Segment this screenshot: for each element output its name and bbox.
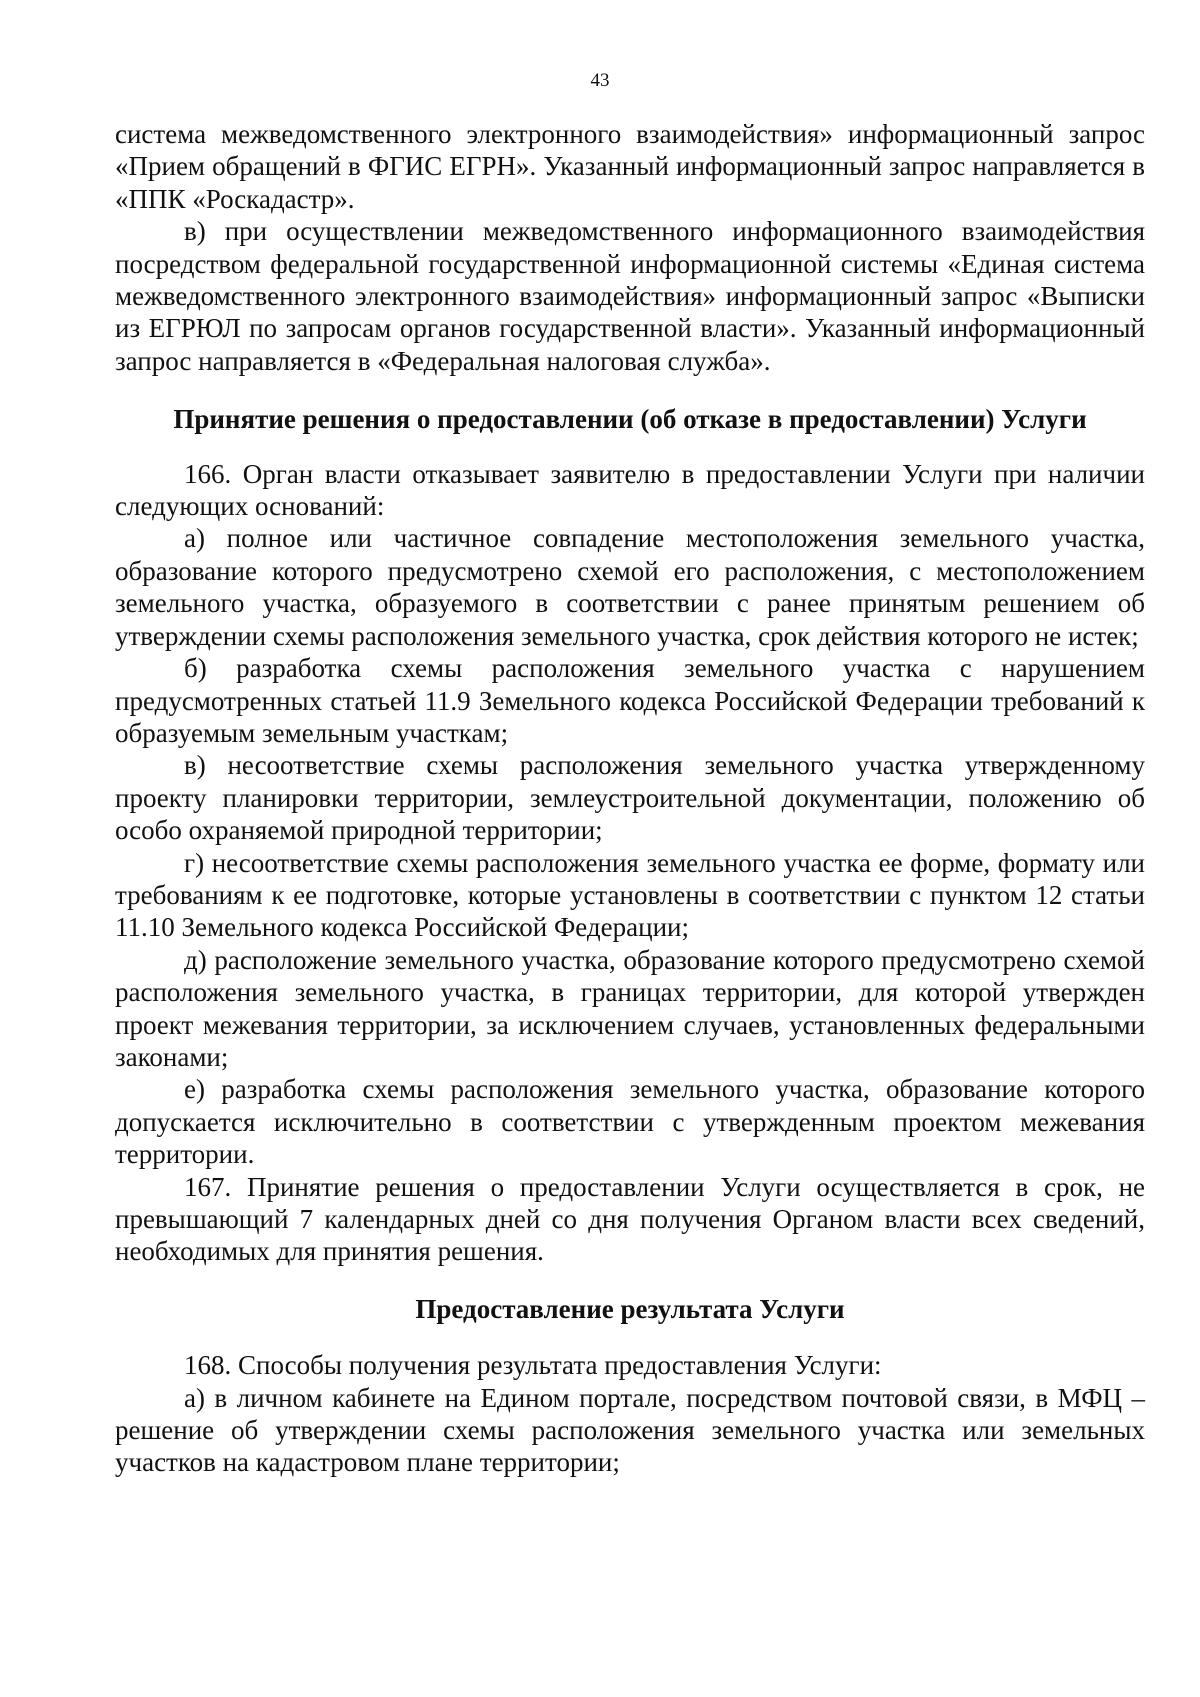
page-number: 43	[590, 70, 610, 91]
paragraph-166: 166. Орган власти отказывает заявителю в предоставлении Услуги при наличии следующих оснований:	[115, 458, 1145, 522]
paragraph-166-e: е) разработка схемы расположения земельного участка, образование которого допускается исключительно в соответствии с утвержденным проектом межевания территории.	[115, 1074, 1145, 1170]
paragraph-166-d: д) расположение земельного участка, образование которого предусмотрено схемой расположения земельного участка, в границах территории, для которой утвержден проект межевания территории, за исключением случаев, установленных федеральными законами;	[115, 944, 1145, 1072]
section-heading-result: Предоставление результата Услуги	[415, 1293, 845, 1324]
paragraph-166-g: г) несоответствие схемы расположения земельного участка ее форме, формату или требованиям к ее подготовке, которые установлены в соответствии с пунктом 12 статьи 11.10 Земельного кодекса Российской Федерации;	[115, 847, 1145, 943]
paragraph-166-b: б) разработка схемы расположения земельного участка с нарушением предусмотренных статьей 11.9 Земельного кодекса Российской Федерации требований к образуемым земельным участкам;	[115, 653, 1145, 748]
paragraph-item-v: в) при осуществлении межведомственного информационного взаимодействия посредством федеральной государственной информационной системы «Единая система межведомственного электронного взаимодействия» информационный запрос «Выписки из ЕГРЮЛ по запросам органов государственной власти». Указанный информационный запрос направляется в «Федеральная налоговая служба».	[115, 216, 1145, 376]
paragraph-168: 168. Способы получения результата предоставления Услуги:	[184, 1350, 882, 1381]
document-body	[115, 118, 1145, 1479]
paragraph-166-v: в) несоответствие схемы расположения земельного участка утвержденному проекту планировки территории, землеустроительной документации, положению об особо охраняемой природной территории;	[115, 750, 1145, 846]
section-heading-decision: Принятие решения о предоставлении (об отказе в предоставлении) Услуги	[173, 404, 1087, 435]
paragraph-168-a: а) в личном кабинете на Едином портале, посредством почтовой связи, в МФЦ – решение об утверждении схемы расположения земельного участка или земельных участков на кадастровом плане территории;	[115, 1382, 1145, 1478]
paragraph-continuation: система межведомственного электронного взаимодействия» информационный запрос «Прием обращений в ФГИС ЕГРН». Указанный информационный запрос направляется в «ППК «Роскадастр».	[115, 119, 1145, 214]
paragraph-166-a: а) полное или частичное совпадение местоположения земельного участка, образование которого предусмотрено схемой его расположения, с местоположением земельного участка, образуемого в соответствии с ранее принятым решением об утверждении схемы расположения земельного участка, срок действия которого не истек;	[115, 523, 1145, 651]
paragraph-167: 167. Принятие решения о предоставлении Услуги осуществляется в срок, не превышающий 7 календарных дней со дня получения Органом власти всех сведений, необходимых для принятия решения.	[115, 1171, 1145, 1267]
